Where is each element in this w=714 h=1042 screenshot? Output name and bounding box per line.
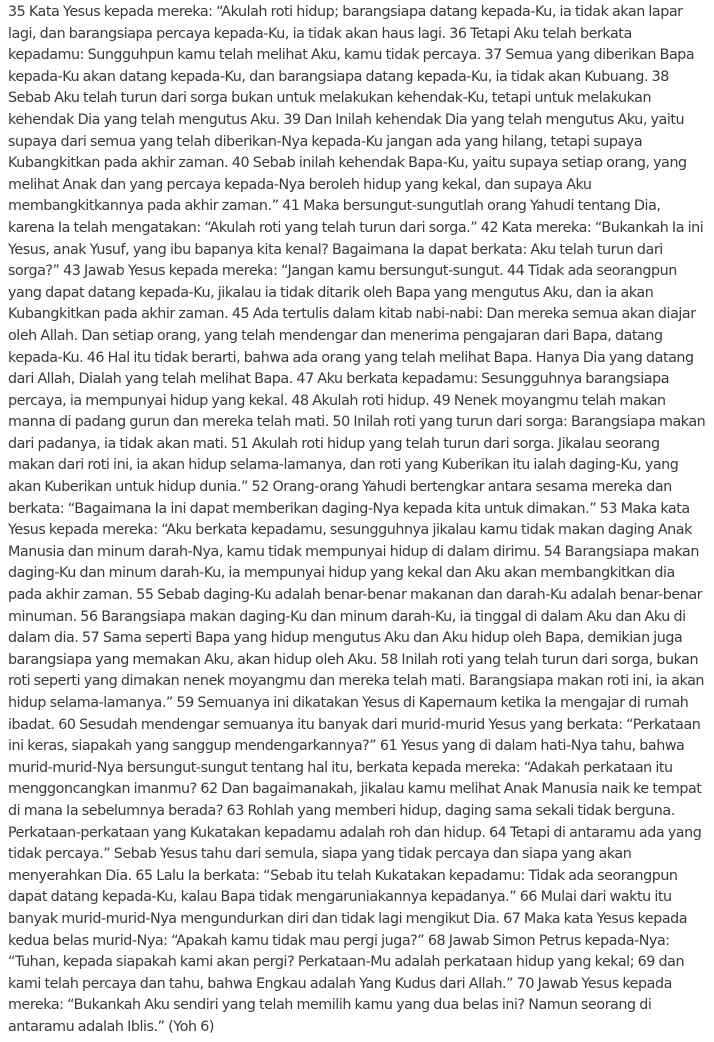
scripture-passage: 35 Kata Yesus kepada mereka: “Akulah roti hidup; barangsiapa datang kepada-Ku, ia tidak akan lapar lagi, dan barangsiapa percaya kepada-Ku, ia tidak akan haus lagi. 36 Tetapi Aku telah berkata kepadamu: Sungguhpun kamu telah melihat Aku, kamu tidak percaya. 37 Semua yang diberikan Bapa kepada-Ku akan datang kepada-Ku, dan barangsiapa datang kepada-Ku, ia tidak akan Kubuang. 38 Sebab Aku telah turun dari sorga bukan untuk melakukan kehendak-Ku, tetapi untuk melakukan kehendak Dia yang telah mengutus Aku. 39 Dan Inilah kehendak Dia yang telah mengutus Aku, yaitu supaya dari semua yang telah diberikan-Nya kepada-Ku jangan ada yang hilang, tetapi supaya Kubangkitkan pada akhir zaman. 40 Sebab inilah kehendak Bapa-Ku, yaitu supaya setiap orang, yang melihat Anak dan yang percaya kepada-Nya beroleh hidup yang kekal, dan supaya Aku membangkitkannya pada akhir zaman.” 41 Maka bersungut-sungutlah orang Yahudi tentang Dia, karena Ia telah mengatakan: “Akulah roti yang telah turun dari sorga.” 42 Kata mereka: “Bukankah Ia ini Yesus, anak Yusuf, yang ibu bapanya kita kenal? Bagaimana Ia dapat berkata: Aku telah turun dari sorga?” 43 Jawab Yesus kepada mereka: “Jangan kamu bersungut-sungut. 44 Tidak ada seorangpun yang dapat datang kepada-Ku, jikalau ia tidak ditarik oleh Bapa yang mengutus Aku, dan ia akan Kubangkitkan pada akhir zaman. 45 Ada tertulis dalam kitab nabi-nabi: Dan mereka semua akan diajar oleh Allah. Dan setiap orang, yang telah mendengar dan menerima pengajaran dari Bapa, datang kepada-Ku. 46 Hal itu tidak berarti, bahwa ada orang yang telah melihat Bapa. Hanya Dia yang datang dari Allah, Dialah yang telah melihat Bapa. 47 Aku berkata kepadamu: Sesungguhnya barangsiapa percaya, ia mempunyai hidup yang kekal. 48 Akulah roti hidup. 49 Nenek moyangmu telah makan manna di padang gurun dan mereka telah mati. 50 Inilah roti yang turun dari sorga: Barangsiapa makan dari padanya, ia tidak akan mati. 51 Akulah roti hidup yang telah turun dari sorga. Jikalau seorang makan dari roti ini, ia akan hidup selama-lamanya, dan roti yang Kuberikan itu ialah daging-Ku, yang akan Kuberikan untuk hidup dunia.” 52 Orang-orang Yahudi bertengkar antara sesama mereka dan berkata: “Bagaimana Ia ini dapat memberikan daging-Nya kepada kita untuk dimakan.” 53 Maka kata Yesus kepada mereka: “Aku berkata kepadamu, sesungguhnya jikalau kamu tidak makan daging Anak Manusia dan minum darah-Nya, kamu tidak mempunyai hidup di dalam dirimu. 54 Barangsiapa makan daging-Ku dan minum darah-Ku, ia mempunyai hidup yang kekal dan Aku akan membangkitkan dia pada akhir zaman. 55 Sebab daging-Ku adalah benar-benar makanan dan darah-Ku adalah benar-benar minuman. 56 Barangsiapa makan daging-Ku dan minum darah-Ku, ia tinggal di dalam Aku dan Aku di dalam dia. 57 Sama seperti Bapa yang hidup mengutus Aku dan Aku hidup oleh Bapa, demikian juga barangsiapa yang memakan Aku, akan hidup oleh Aku. 58 Inilah roti yang telah turun dari sorga, bukan roti seperti yang dimakan nenek moyangmu dan mereka telah mati. Barangsiapa makan roti ini, ia akan hidup selama-lamanya.” 59 Semuanya ini dikatakan Yesus di Kapernaum ketika Ia mengajar di rumah ibadat. 60 Sesudah mendengar semuanya itu banyak dari murid-murid Yesus yang berkata: “Perkataan ini keras, siapakah yang sanggup mendengarkannya?” 61 Yesus yang di dalam hati-Nya tahu, bahwa murid-murid-Nya bersungut-sungut tentang hal itu, berkata kepada mereka: “Adakah perkataan itu menggoncangkan imanmu? 62 Dan bagaimanakah, jikalau kamu melihat Anak Manusia naik ke tempat di mana Ia sebelumnya berada? 63 Rohlah yang memberi hidup, daging sama sekali tidak berguna. Perkataan-perkataan yang Kukatakan kepadamu adalah roh dan hidup. 64 Tetapi di antaramu ada yang tidak percaya.” Sebab Yesus tahu dari semula, siapa yang tidak percaya dan siapa yang akan menyerahkan Dia. 65 Lalu Ia berkata: “Sebab itu telah Kukatakan kepadamu: Tidak ada seorangpun dapat datang kepada-Ku, kalau Bapa tidak mengaruniakannya kepadanya.” 66 Mulai dari waktu itu banyak murid-murid-Nya mengundurkan diri dan tidak lagi mengikut Dia. 67 Maka kata Yesus kepada kedua belas murid-Nya: “Apakah kamu tidak mau pergi juga?” 68 Jawab Simon Petrus kepada-Nya: “Tuhan, kepada siapakah kami akan pergi? Perkataan-Mu adalah perkataan hidup yang kekal; 69 dan kami telah percaya dan tahu, bahwa Engkau adalah Yang Kudus dari Allah.” 70 Jawab Yesus kepada mereka: “Bukankah Aku sendiri yang telah memilih kamu yang dua belas ini? Namun seorang di antaramu adalah Iblis.” (Yoh 6) (8, 4, 706, 1035)
